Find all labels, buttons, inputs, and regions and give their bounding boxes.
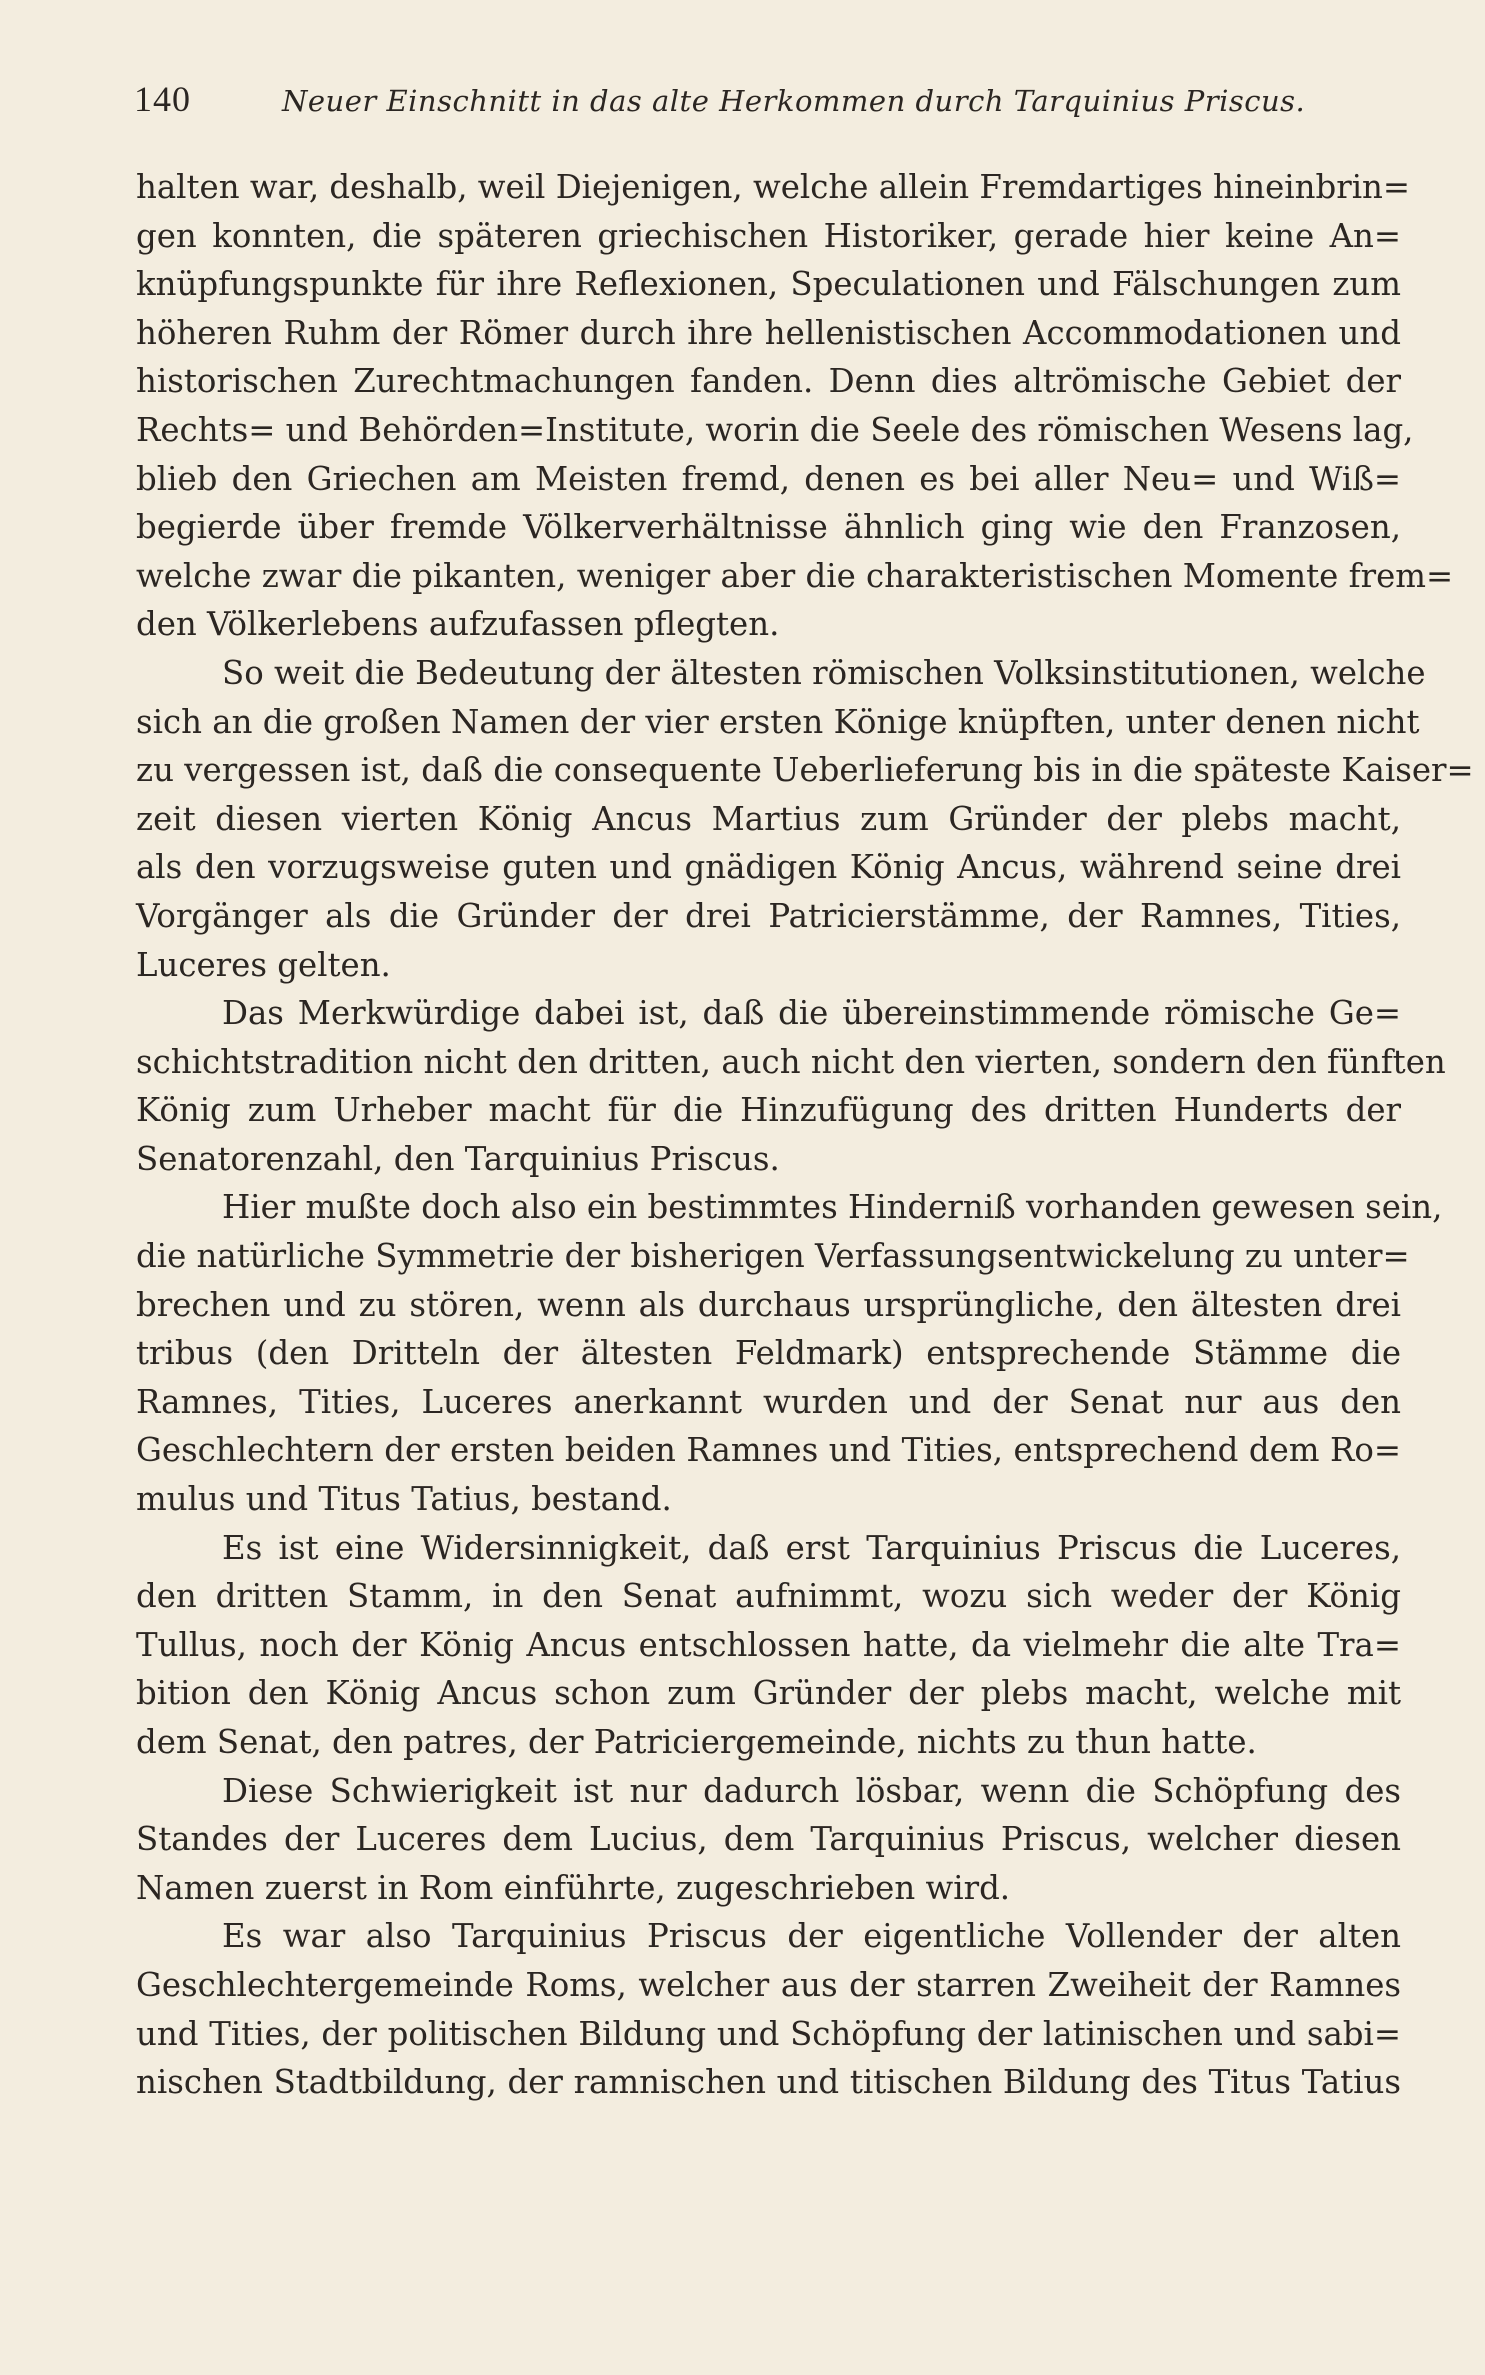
- body-text: [136, 163, 1474, 2107]
- text-line: zeit diesen vierten König Ancus Martius zum Gründer der plebs macht,: [136, 799, 1401, 838]
- text-line: Namen zuerst in Rom einführte, zugeschrieben wird.: [136, 1868, 1011, 1907]
- text-line: höheren Ruhm der Römer durch ihre hellenistischen Accommodationen und: [136, 313, 1401, 352]
- text-line: mulus und Titus Tatius, bestand.: [136, 1480, 672, 1519]
- text-line: blieb den Griechen am Meisten fremd, denen es bei aller Neu= und Wiß=: [136, 459, 1401, 498]
- text-line: Standes der Luceres dem Lucius, dem Tarquinius Priscus, welcher diesen: [136, 1820, 1401, 1859]
- text-line: Senatorenzahl, den Tarquinius Priscus.: [136, 1139, 780, 1178]
- text-line: König zum Urheber macht für die Hinzufügung des dritten Hunderts der: [136, 1091, 1401, 1130]
- text-line: nischen Stadtbildung, der ramnischen und titischen Bildung des Titus Tatius: [136, 2063, 1401, 2102]
- text-line: Ramnes, Tities, Luceres anerkannt wurden und der Senat nur aus den: [136, 1382, 1401, 1421]
- text-line: tribus (den Dritteln der ältesten Feldmark) entsprechende Stämme die: [136, 1334, 1401, 1373]
- paragraph-6: [136, 1767, 1401, 1913]
- paragraph-2: [136, 649, 1474, 989]
- text-line: begierde über fremde Völkerverhältnisse ähnlich ging wie den Franzosen,: [136, 508, 1401, 547]
- text-line: dem Senat, den patres, der Patriciergemeinde, nichts zu thun hatte.: [136, 1723, 1257, 1761]
- text-line: Das Merkwürdige dabei ist, daß die übereinstimmende römische Ge=: [222, 994, 1401, 1033]
- text-line: brechen und zu stören, wenn als durchaus ursprüngliche, den ältesten drei: [136, 1285, 1401, 1324]
- running-head: [134, 78, 1394, 128]
- text-line: Diese Schwierigkeit ist nur dadurch lösbar, wenn die Schöpfung des: [222, 1771, 1401, 1810]
- text-line: Luceres gelten.: [136, 945, 391, 984]
- paragraph-3: [136, 989, 1446, 1183]
- header-title: Neuer Einschnitt in das alte Herkommen durch Tarquinius Priscus.: [282, 84, 1306, 118]
- text-line: schichtstradition nicht den dritten, auch nicht den vierten, sondern den fünften: [136, 1042, 1446, 1081]
- text-line: knüpfungspunkte für ihre Reflexionen, Speculationen und Fälschungen zum: [136, 265, 1401, 304]
- text-line: Geschlechtergemeinde Roms, welcher aus der starren Zweiheit der Ramnes: [136, 1965, 1401, 2004]
- paragraph-7: [136, 1912, 1401, 2106]
- text-line: Rechts= und Behörden=Institute, worin die Seele des römischen Wesens lag,: [136, 410, 1414, 449]
- text-line: als den vorzugsweise guten und gnädigen König Ancus, während seine drei: [136, 848, 1401, 887]
- paragraph-4: [136, 1183, 1443, 1523]
- paragraph-1: [136, 163, 1454, 649]
- paragraph-5: [136, 1524, 1401, 1767]
- text-line: gen konnten, die späteren griechischen Historiker, gerade hier keine An=: [136, 216, 1401, 255]
- text-line: den Völkerlebens aufzufassen pflegten.: [136, 605, 780, 644]
- text-line: welche zwar die pikanten, weniger aber die charakteristischen Momente frem=: [136, 556, 1454, 595]
- text-line: sich an die großen Namen der vier ersten Könige knüpften, unter denen nicht: [136, 702, 1420, 741]
- page-number: 140: [134, 79, 191, 119]
- text-line: So weit die Bedeutung der ältesten römischen Volksinstitutionen, welche: [222, 653, 1426, 692]
- text-line: Tullus, noch der König Ancus entschlossen hatte, da vielmehr die alte Tra=: [136, 1625, 1401, 1664]
- text-line: Geschlechtern der ersten beiden Ramnes und Tities, entsprechend dem Ro=: [136, 1431, 1401, 1470]
- text-line: zu vergessen ist, daß die consequente Ueberlieferung bis in die späteste Kaiser=: [136, 751, 1474, 790]
- text-line: halten war, deshalb, weil Diejenigen, welche allein Fremdartiges hineinbrin=: [136, 168, 1411, 206]
- text-line: bition den König Ancus schon zum Gründer der plebs macht, welche mit: [136, 1674, 1401, 1713]
- text-line: historischen Zurechtmachungen fanden. Denn dies altrömische Gebiet der: [136, 362, 1401, 401]
- text-line: Es ist eine Widersinnigkeit, daß erst Tarquinius Priscus die Luceres,: [222, 1528, 1401, 1567]
- text-line: Es war also Tarquinius Priscus der eigentliche Vollender der alten: [222, 1917, 1401, 1956]
- text-line: und Tities, der politischen Bildung und Schöpfung der latinischen und sabi=: [136, 2014, 1401, 2053]
- text-line: Hier mußte doch also ein bestimmtes Hinderniß vorhanden gewesen sein,: [222, 1188, 1443, 1227]
- text-line: Vorgänger als die Gründer der drei Patricierstämme, der Ramnes, Tities,: [136, 896, 1401, 935]
- text-line: den dritten Stamm, in den Senat aufnimmt, wozu sich weder der König: [136, 1577, 1401, 1616]
- text-line: die natürliche Symmetrie der bisherigen Verfassungsentwickelung zu unter=: [136, 1237, 1410, 1276]
